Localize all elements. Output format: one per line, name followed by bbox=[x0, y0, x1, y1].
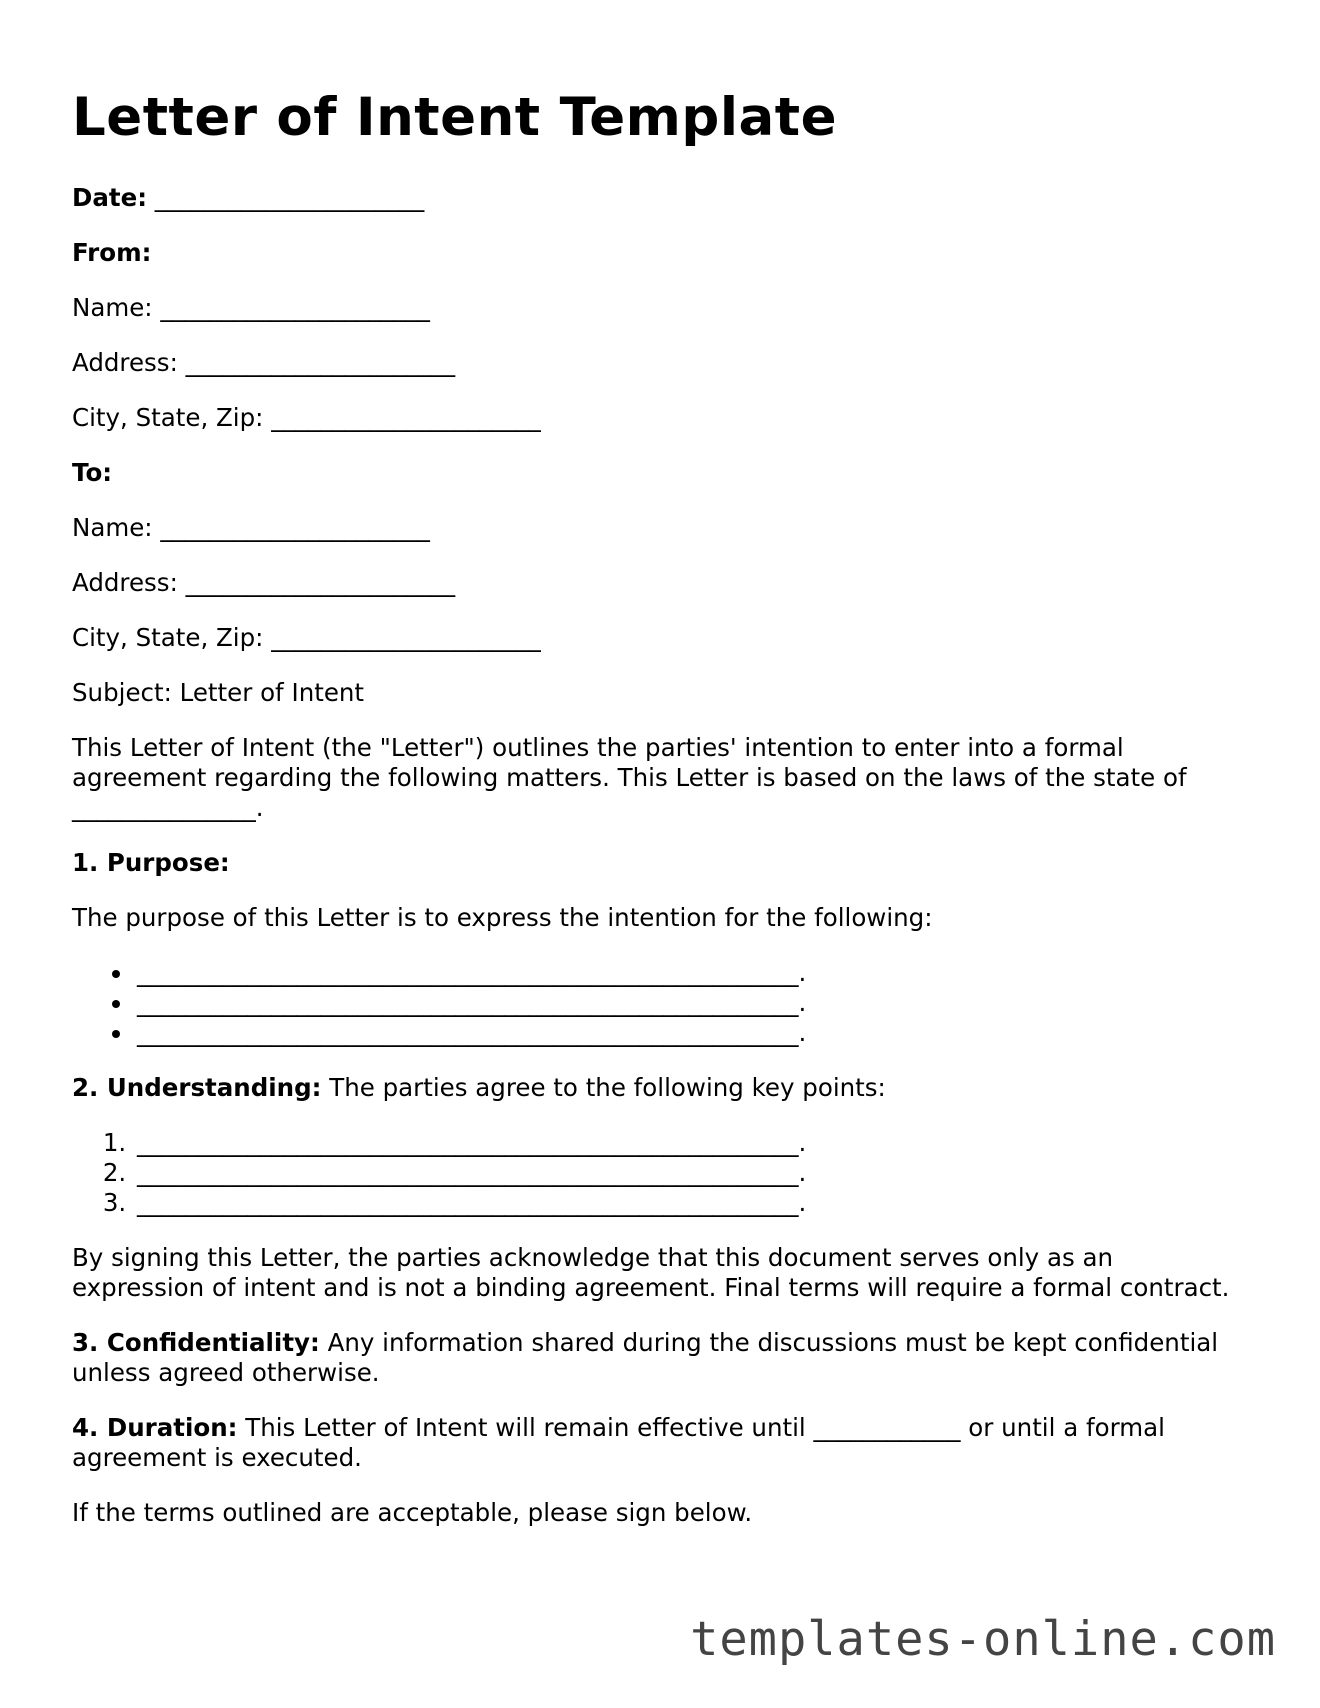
acknowledge-paragraph: By signing this Letter, the parties acknowledge that this document serves only as an expression of intent and is not a binding agreement. Final terms will require a formal contract. bbox=[72, 1242, 1230, 1302]
confidentiality-text: Any information shared during the discussions must be kept confidential unless agreed otherwise. bbox=[72, 1327, 1219, 1387]
understanding-text: The parties agree to the following key points: bbox=[321, 1072, 886, 1102]
to-heading-text: To: bbox=[72, 457, 113, 487]
from-address-line: Address: ______________________ bbox=[72, 347, 456, 377]
list-item: • ______________________________________________________. bbox=[134, 988, 1252, 1018]
understanding-list bbox=[72, 1128, 1252, 1218]
list-item: 1. ______________________________________________________. bbox=[134, 1128, 1252, 1158]
intro-paragraph: This Letter of Intent (the "Letter") outlines the parties' intention to enter into a formal agreement regarding the following matters. This Letter is based on the laws of the state of _______________. bbox=[72, 732, 1187, 822]
duration-heading: 4. Duration: bbox=[72, 1412, 238, 1442]
date-label: Date: bbox=[72, 182, 147, 212]
closing-paragraph: If the terms outlined are acceptable, please sign below. bbox=[72, 1497, 753, 1527]
from-city-line: City, State, Zip: ______________________ bbox=[72, 402, 541, 432]
to-name-line: Name: ______________________ bbox=[72, 512, 430, 542]
confidentiality-paragraph bbox=[72, 1328, 1252, 1388]
list-item: 2. ______________________________________________________. bbox=[134, 1158, 1252, 1188]
purpose-heading-text: 1. Purpose: bbox=[72, 847, 230, 877]
page-title: Letter of Intent Template bbox=[72, 87, 838, 148]
to-heading bbox=[72, 458, 1252, 488]
watermark: templates-online.com bbox=[690, 1612, 1276, 1667]
date-blank: ______________________ bbox=[154, 182, 425, 212]
purpose-heading bbox=[72, 848, 1252, 878]
list-item: 3. ______________________________________________________. bbox=[134, 1188, 1252, 1218]
document-page bbox=[72, 88, 1252, 1553]
subject-line: Subject: Letter of Intent bbox=[72, 677, 365, 707]
purpose-list bbox=[72, 958, 1252, 1048]
duration-paragraph bbox=[72, 1413, 1252, 1473]
to-city-line: City, State, Zip: ______________________ bbox=[72, 622, 541, 652]
list-item: • ______________________________________________________. bbox=[134, 958, 1252, 988]
from-heading-text: From: bbox=[72, 237, 152, 267]
from-heading bbox=[72, 238, 1252, 268]
list-item: • ______________________________________________________. bbox=[134, 1018, 1252, 1048]
understanding-paragraph bbox=[72, 1073, 1252, 1103]
date-line bbox=[72, 183, 1252, 213]
from-name-line: Name: ______________________ bbox=[72, 292, 430, 322]
to-address-line: Address: ______________________ bbox=[72, 567, 456, 597]
purpose-text: The purpose of this Letter is to express the intention for the following: bbox=[72, 902, 933, 932]
confidentiality-heading: 3. Confidentiality: bbox=[72, 1327, 320, 1357]
duration-text: This Letter of Intent will remain effective until ____________ or until a formal agreement is executed. bbox=[72, 1412, 1165, 1472]
understanding-heading: 2. Understanding: bbox=[72, 1072, 322, 1102]
